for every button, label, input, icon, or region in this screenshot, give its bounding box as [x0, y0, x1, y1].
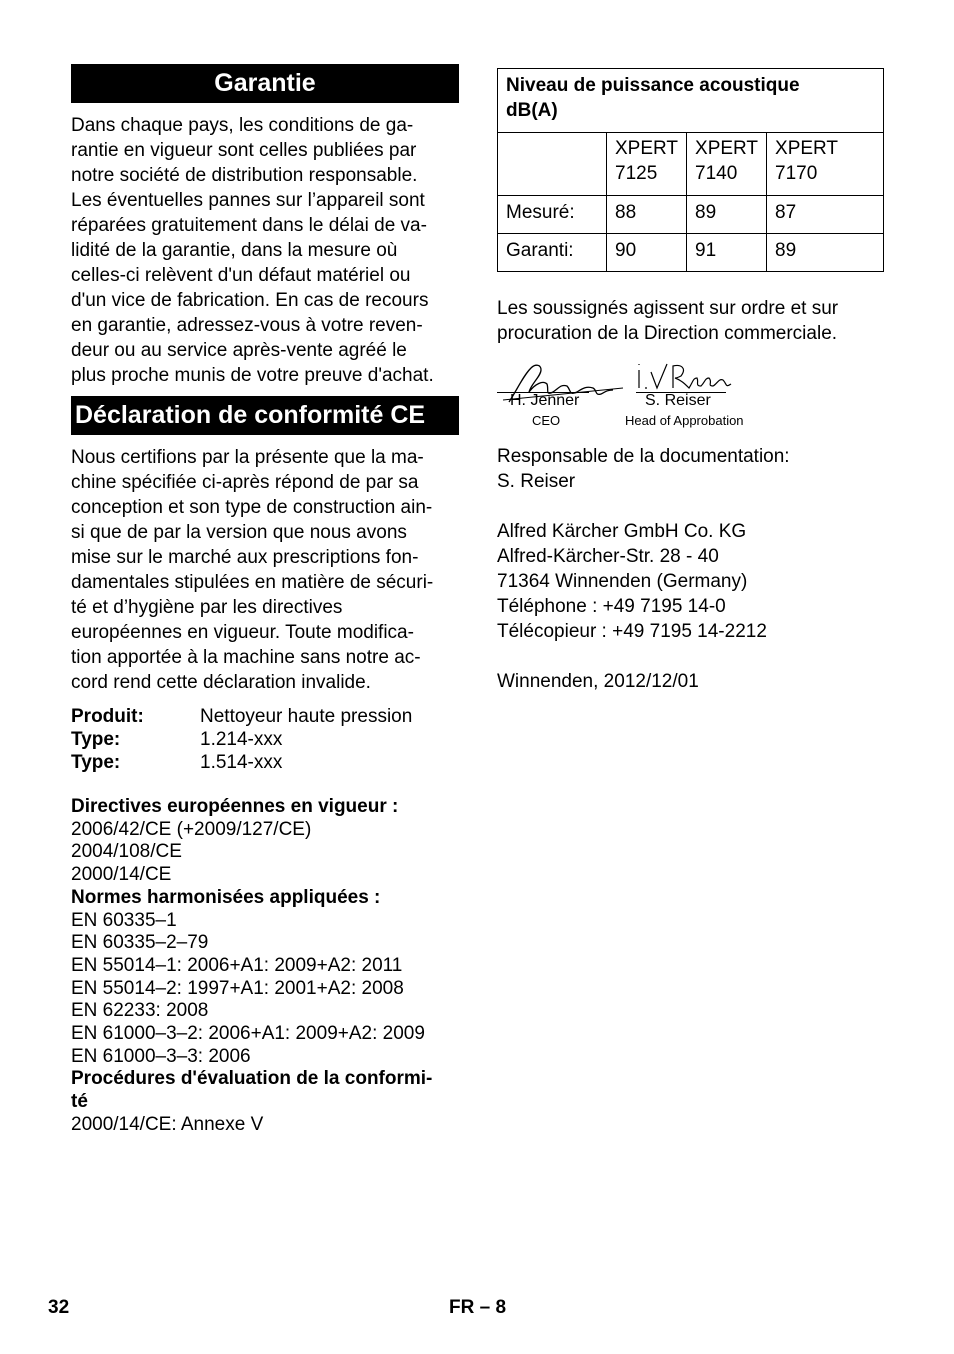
type-row: [71, 751, 459, 774]
table-cell: 89: [687, 196, 767, 234]
model-name: XPERT: [615, 138, 679, 159]
documentation-responsible: [497, 444, 885, 494]
row-label: Garanti:: [498, 234, 607, 272]
declaration-text: [71, 445, 459, 695]
right-column: [497, 68, 885, 694]
address-line: Téléphone : +49 7195 14-0: [497, 596, 726, 617]
text-line: Les soussignés agissent sur ordre et sur: [497, 298, 839, 319]
text-line: conception et son type de construction ain-: [71, 497, 433, 518]
header-line: dB(A): [506, 100, 558, 121]
text-line: en garantie, adressez-vous à votre reven-: [71, 315, 423, 336]
directive-item: 2004/108/CE: [71, 841, 182, 863]
norme-item: EN 61000–3–2: 2006+A1: 2009+A2: 2009: [71, 1023, 425, 1045]
model-cell: [767, 133, 884, 196]
left-column: [71, 64, 459, 1137]
text-line: notre société de distribution responsable.: [71, 165, 418, 186]
text-line: damentales stipulées en matière de sécuri-: [71, 572, 434, 593]
text-line: Responsable de la documentation:: [497, 446, 790, 467]
model-number: 7170: [775, 163, 818, 184]
address-line: Télécopieur : +49 7195 14-2212: [497, 621, 767, 642]
signatory-title: Head of Approbation: [625, 413, 744, 428]
header-line: Niveau de puissance acoustique: [506, 75, 800, 96]
directives-block: [71, 796, 459, 1137]
text-line: cord rend cette déclaration invalide.: [71, 672, 371, 693]
table-cell: 90: [607, 234, 687, 272]
norme-item: EN 55014–1: 2006+A1: 2009+A2: 2011: [71, 954, 403, 976]
table-cell: 91: [687, 234, 767, 272]
table-cell: 89: [767, 234, 884, 272]
text-line: lidité de la garantie, dans la mesure où: [71, 240, 398, 261]
signatures: [497, 354, 885, 450]
model-cell: [687, 133, 767, 196]
product-row: [71, 705, 459, 728]
signatory-name: S. Reiser: [645, 392, 711, 409]
company-address: [497, 519, 885, 644]
table-cell: 87: [767, 196, 884, 234]
text-line: réparées gratuitement dans le délai de va-: [71, 215, 427, 236]
text-line: deur ou au service après-vente agréé le: [71, 340, 407, 361]
model-name: XPERT: [695, 138, 759, 159]
normes-heading: Normes harmonisées appliquées :: [71, 886, 381, 908]
models-row: [498, 133, 884, 196]
text-line: chine spécifiée ci-après répond de par sa: [71, 472, 419, 493]
text-line: Dans chaque pays, les conditions de ga-: [71, 115, 414, 136]
garantie-text: [71, 113, 459, 388]
type-row: [71, 728, 459, 751]
empty-cell: [498, 133, 607, 196]
procedures-item: 2000/14/CE: Annexe V: [71, 1113, 264, 1135]
signatory-name: H. Jenner: [510, 392, 580, 409]
acoustic-table-header: [498, 69, 884, 133]
directive-item: 2006/42/CE (+2009/127/CE): [71, 818, 312, 840]
address-line: 71364 Winnenden (Germany): [497, 571, 748, 592]
text-line: mise sur le marché aux prescriptions fon-: [71, 547, 419, 568]
declaration-heading: Déclaration de conformité CE: [71, 396, 459, 435]
text-line: S. Reiser: [497, 471, 576, 492]
signatories-intro: [497, 296, 885, 346]
text-line: té et d’hygiène par les directives: [71, 597, 343, 618]
procedures-heading-cont: té: [71, 1091, 88, 1113]
type-value: 1.514-xxx: [200, 752, 283, 773]
section-marker: FR – 8: [449, 1297, 507, 1318]
product-info: [71, 705, 459, 774]
type-value: 1.214-xxx: [200, 729, 283, 750]
norme-item: EN 62233: 2008: [71, 1000, 209, 1022]
text-line: tion apportée à la machine sans notre ac-: [71, 647, 421, 668]
directive-item: 2000/14/CE: [71, 864, 172, 886]
norme-item: EN 60335–2–79: [71, 932, 209, 954]
norme-item: EN 61000–3–3: 2006: [71, 1045, 251, 1067]
model-number: 7125: [615, 163, 658, 184]
place-date: Winnenden, 2012/12/01: [497, 671, 699, 692]
text-line: si que de par la version que nous avons: [71, 522, 407, 543]
address-line: Alfred Kärcher GmbH Co. KG: [497, 521, 747, 542]
norme-item: EN 55014–2: 1997+A1: 2001+A2: 2008: [71, 977, 404, 999]
acoustic-table: [497, 68, 884, 272]
garantie-heading: Garantie: [71, 64, 459, 103]
norme-item: EN 60335–1: [71, 909, 177, 931]
type-label: Type:: [71, 729, 121, 750]
procedures-heading: Procédures d'évaluation de la conformi-: [71, 1068, 433, 1090]
product-label: Produit:: [71, 706, 144, 727]
model-cell: [607, 133, 687, 196]
page-number: 32: [48, 1297, 70, 1318]
text-line: celles-ci relèvent d'un défaut matériel ou: [71, 265, 411, 286]
text-line: Nous certifions par la présente que la ma-: [71, 447, 424, 468]
text-line: rantie en vigueur sont celles publiées par: [71, 140, 417, 161]
row-label: Mesuré:: [498, 196, 607, 234]
table-row: [498, 196, 884, 234]
text-line: plus proche munis de votre preuve d'achat.: [71, 365, 434, 386]
product-value: Nettoyeur haute pression: [200, 706, 413, 727]
table-row: [498, 234, 884, 272]
text-line: Les éventuelles pannes sur l’appareil sont: [71, 190, 425, 211]
model-name: XPERT: [775, 138, 839, 159]
text-line: procuration de la Direction commerciale.: [497, 323, 838, 344]
text-line: d'un vice de fabrication. En cas de recours: [71, 290, 429, 311]
address-line: Alfred-Kärcher-Str. 28 - 40: [497, 546, 719, 567]
text-line: européennes en vigueur. Toute modifica-: [71, 622, 414, 643]
directives-heading: Directives européennes en vigueur :: [71, 796, 399, 817]
table-cell: 88: [607, 196, 687, 234]
model-number: 7140: [695, 163, 738, 184]
type-label: Type:: [71, 752, 121, 773]
signatory-title: CEO: [532, 413, 561, 428]
